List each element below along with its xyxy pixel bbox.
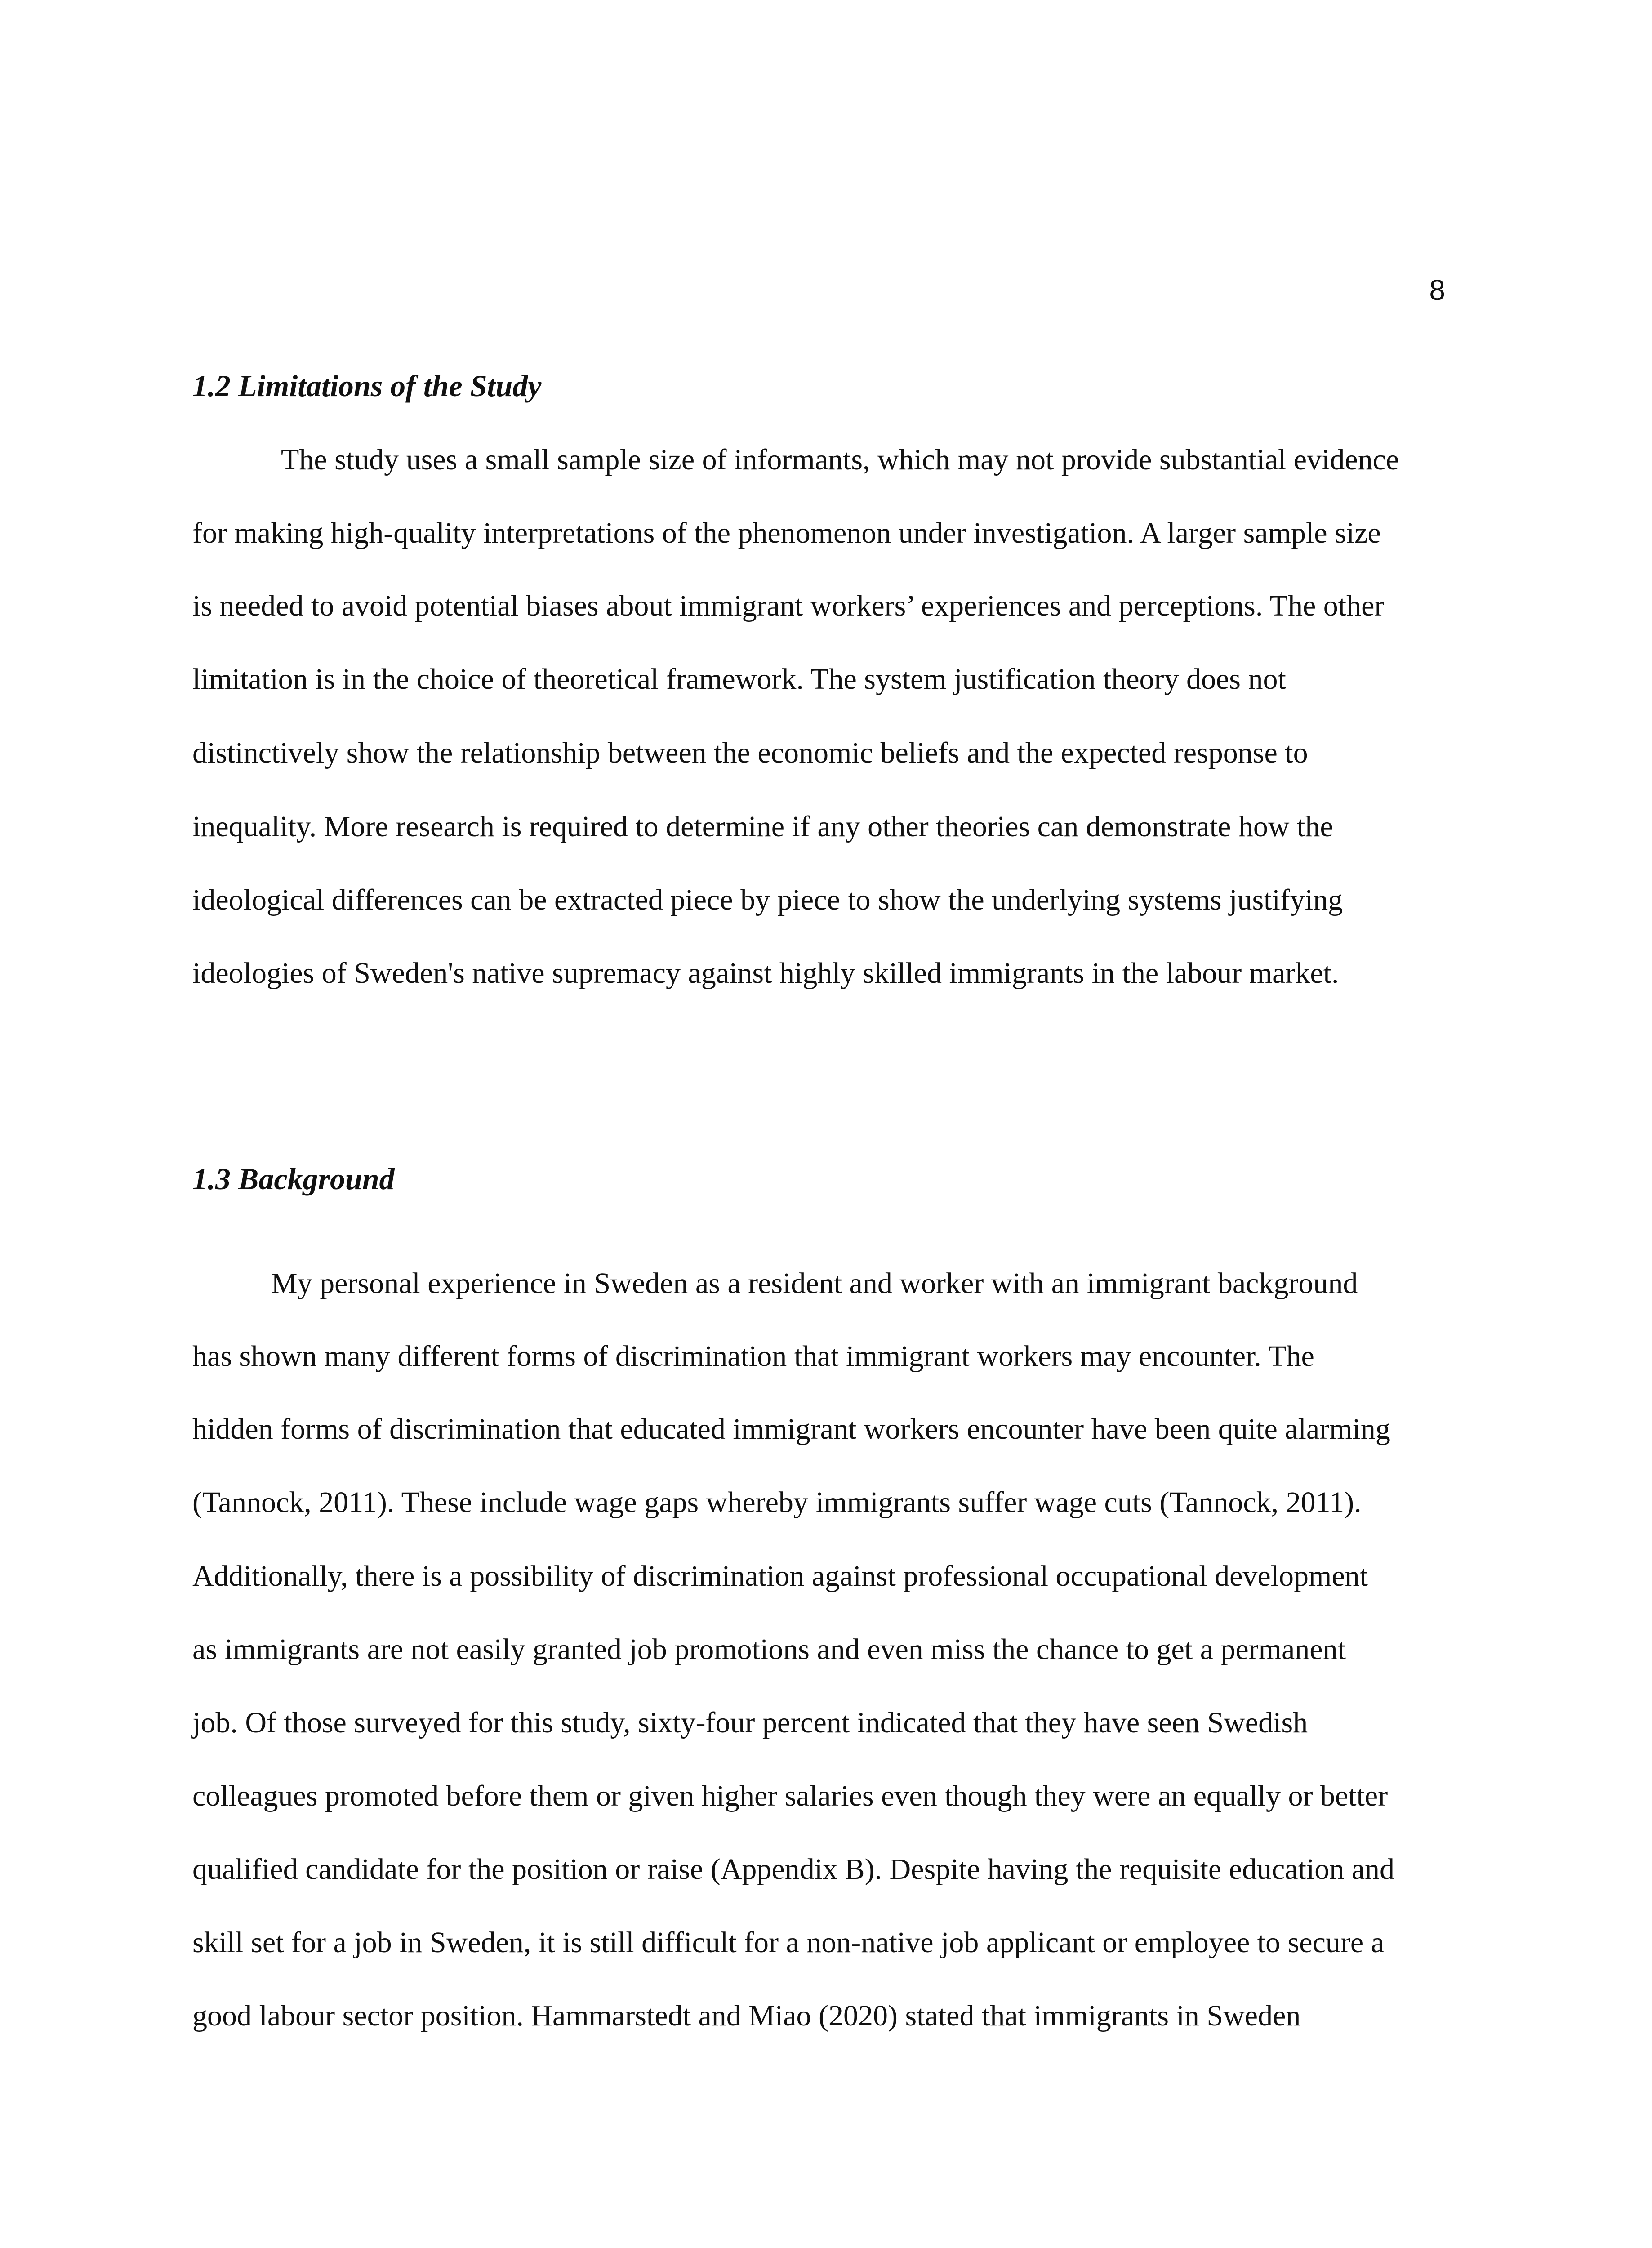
paragraph-line: distinctively show the relationship between the economic beliefs and the expected response to: [192, 736, 1308, 769]
section-heading-background: 1.3 Background: [192, 1162, 395, 1196]
paragraph-line: as immigrants are not easily granted job promotions and even miss the chance to get a permanent: [192, 1633, 1346, 1666]
paragraph-line: hidden forms of discrimination that educated immigrant workers encounter have been quite alarming: [192, 1413, 1390, 1445]
paragraph-line: Additionally, there is a possibility of discrimination against professional occupational development: [192, 1560, 1368, 1592]
page-number: 8: [1429, 274, 1445, 306]
paragraph-line: job. Of those surveyed for this study, sixty-four percent indicated that they have seen Swedish: [192, 1706, 1308, 1739]
paragraph-line: skill set for a job in Sweden, it is still difficult for a non-native job applicant or employee to secure a: [192, 1926, 1384, 1959]
paragraph-line: limitation is in the choice of theoretical framework. The system justification theory does not: [192, 663, 1286, 696]
paragraph-line: qualified candidate for the position or raise (Appendix B). Despite having the requisite education and: [192, 1853, 1395, 1886]
paragraph-line: (Tannock, 2011). These include wage gaps whereby immigrants suffer wage cuts (Tannock, 2011).: [192, 1486, 1362, 1519]
paragraph-line: ideological differences can be extracted piece by piece to show the underlying systems justifying: [192, 883, 1343, 916]
paragraph-line: ideologies of Sweden's native supremacy against highly skilled immigrants in the labour market.: [192, 957, 1339, 990]
paragraph-line: My personal experience in Sweden as a resident and worker with an immigrant background: [271, 1267, 1358, 1300]
paragraph-line: is needed to avoid potential biases about immigrant workers’ experiences and perceptions. The other: [192, 589, 1385, 622]
paragraph-line: good labour sector position. Hammarstedt and Miao (2020) stated that immigrants in Sweden: [192, 1999, 1301, 2032]
section-heading-limitations: 1.2 Limitations of the Study: [192, 369, 542, 403]
paragraph-line: colleagues promoted before them or given higher salaries even though they were an equally or better: [192, 1780, 1388, 1812]
paragraph-line: The study uses a small sample size of informants, which may not provide substantial evidence: [281, 443, 1399, 476]
paragraph-line: for making high-quality interpretations of the phenomenon under investigation. A larger sample size: [192, 517, 1381, 549]
paragraph-line: inequality. More research is required to determine if any other theories can demonstrate how the: [192, 810, 1333, 843]
paragraph-line: has shown many different forms of discrimination that immigrant workers may encounter. The: [192, 1340, 1314, 1373]
